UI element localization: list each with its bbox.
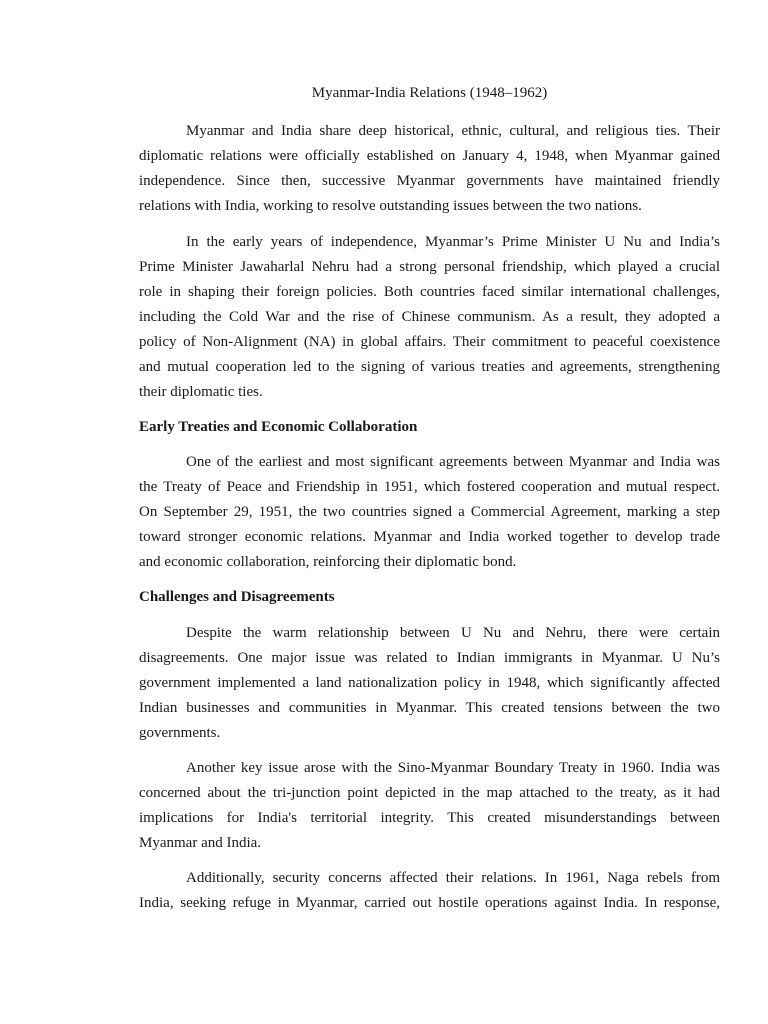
text-line: including the Cold War and the rise of Chinese communism. As a result, they adopted a (139, 309, 720, 325)
text-line: their diplomatic ties. (139, 384, 263, 400)
text-line: policy of Non-Alignment (NA) in global affairs. Their commitment to peaceful coexistence (139, 334, 720, 350)
paragraph (139, 756, 720, 856)
text-line: Another key issue arose with the Sino-Myanmar Boundary Treaty in 1960. India was (186, 760, 720, 776)
paragraph (139, 621, 720, 746)
text-line: One of the earliest and most significant agreements between Myanmar and India was (186, 454, 720, 470)
text-line: governments. (139, 725, 221, 741)
section-heading: Early Treaties and Economic Collaboration (139, 419, 418, 435)
text-line: independence. Since then, successive Myanmar governments have maintained friendly (139, 173, 720, 189)
section-heading: Challenges and Disagreements (139, 589, 335, 605)
paragraph (139, 866, 720, 916)
text-line: Myanmar and India. (139, 835, 262, 851)
text-line: relations with India, working to resolve outstanding issues between the two nations. (139, 198, 642, 214)
text-line: Despite the warm relationship between U Nu and Nehru, there were certain (186, 625, 720, 641)
text-line: government implemented a land nationalization policy in 1948, which significantly affected (139, 675, 720, 691)
text-line: implications for India's territorial integrity. This created misunderstandings between (139, 810, 720, 826)
text-line: Additionally, security concerns affected their relations. In 1961, Naga rebels from (186, 870, 720, 886)
text-line: toward stronger economic relations. Myanmar and India worked together to develop trade (139, 529, 720, 545)
paragraph (139, 119, 720, 219)
text-line: In the early years of independence, Myanmar’s Prime Minister U Nu and India’s (186, 234, 720, 250)
text-line: and mutual cooperation led to the signing of various treaties and agreements, strengthening (139, 359, 720, 375)
text-line: Myanmar and India share deep historical, ethnic, cultural, and religious ties. Their (186, 123, 720, 139)
paragraph (139, 450, 720, 575)
text-line: role in shaping their foreign policies. Both countries faced similar international challenges, (139, 284, 720, 300)
text-line: Prime Minister Jawaharlal Nehru had a strong personal friendship, which played a crucial (139, 259, 720, 275)
text-line: concerned about the tri-junction point depicted in the map attached to the treaty, as it had (139, 785, 720, 801)
document-title: Myanmar-India Relations (1948–1962) (311, 85, 548, 101)
text-line: On September 29, 1951, the two countries signed a Commercial Agreement, marking a step (139, 504, 720, 520)
paragraph (139, 230, 720, 405)
text-line: disagreements. One major issue was related to Indian immigrants in Myanmar. U Nu’s (139, 650, 720, 666)
text-line: and economic collaboration, reinforcing their diplomatic bond. (139, 554, 517, 570)
text-line: Indian businesses and communities in Myanmar. This created tensions between the two (139, 700, 720, 716)
text-line: the Treaty of Peace and Friendship in 1951, which fostered cooperation and mutual respect. (139, 479, 720, 495)
text-line: diplomatic relations were officially established on January 4, 1948, when Myanmar gained (139, 148, 720, 164)
text-line: India, seeking refuge in Myanmar, carried out hostile operations against India. In response, (139, 895, 720, 911)
